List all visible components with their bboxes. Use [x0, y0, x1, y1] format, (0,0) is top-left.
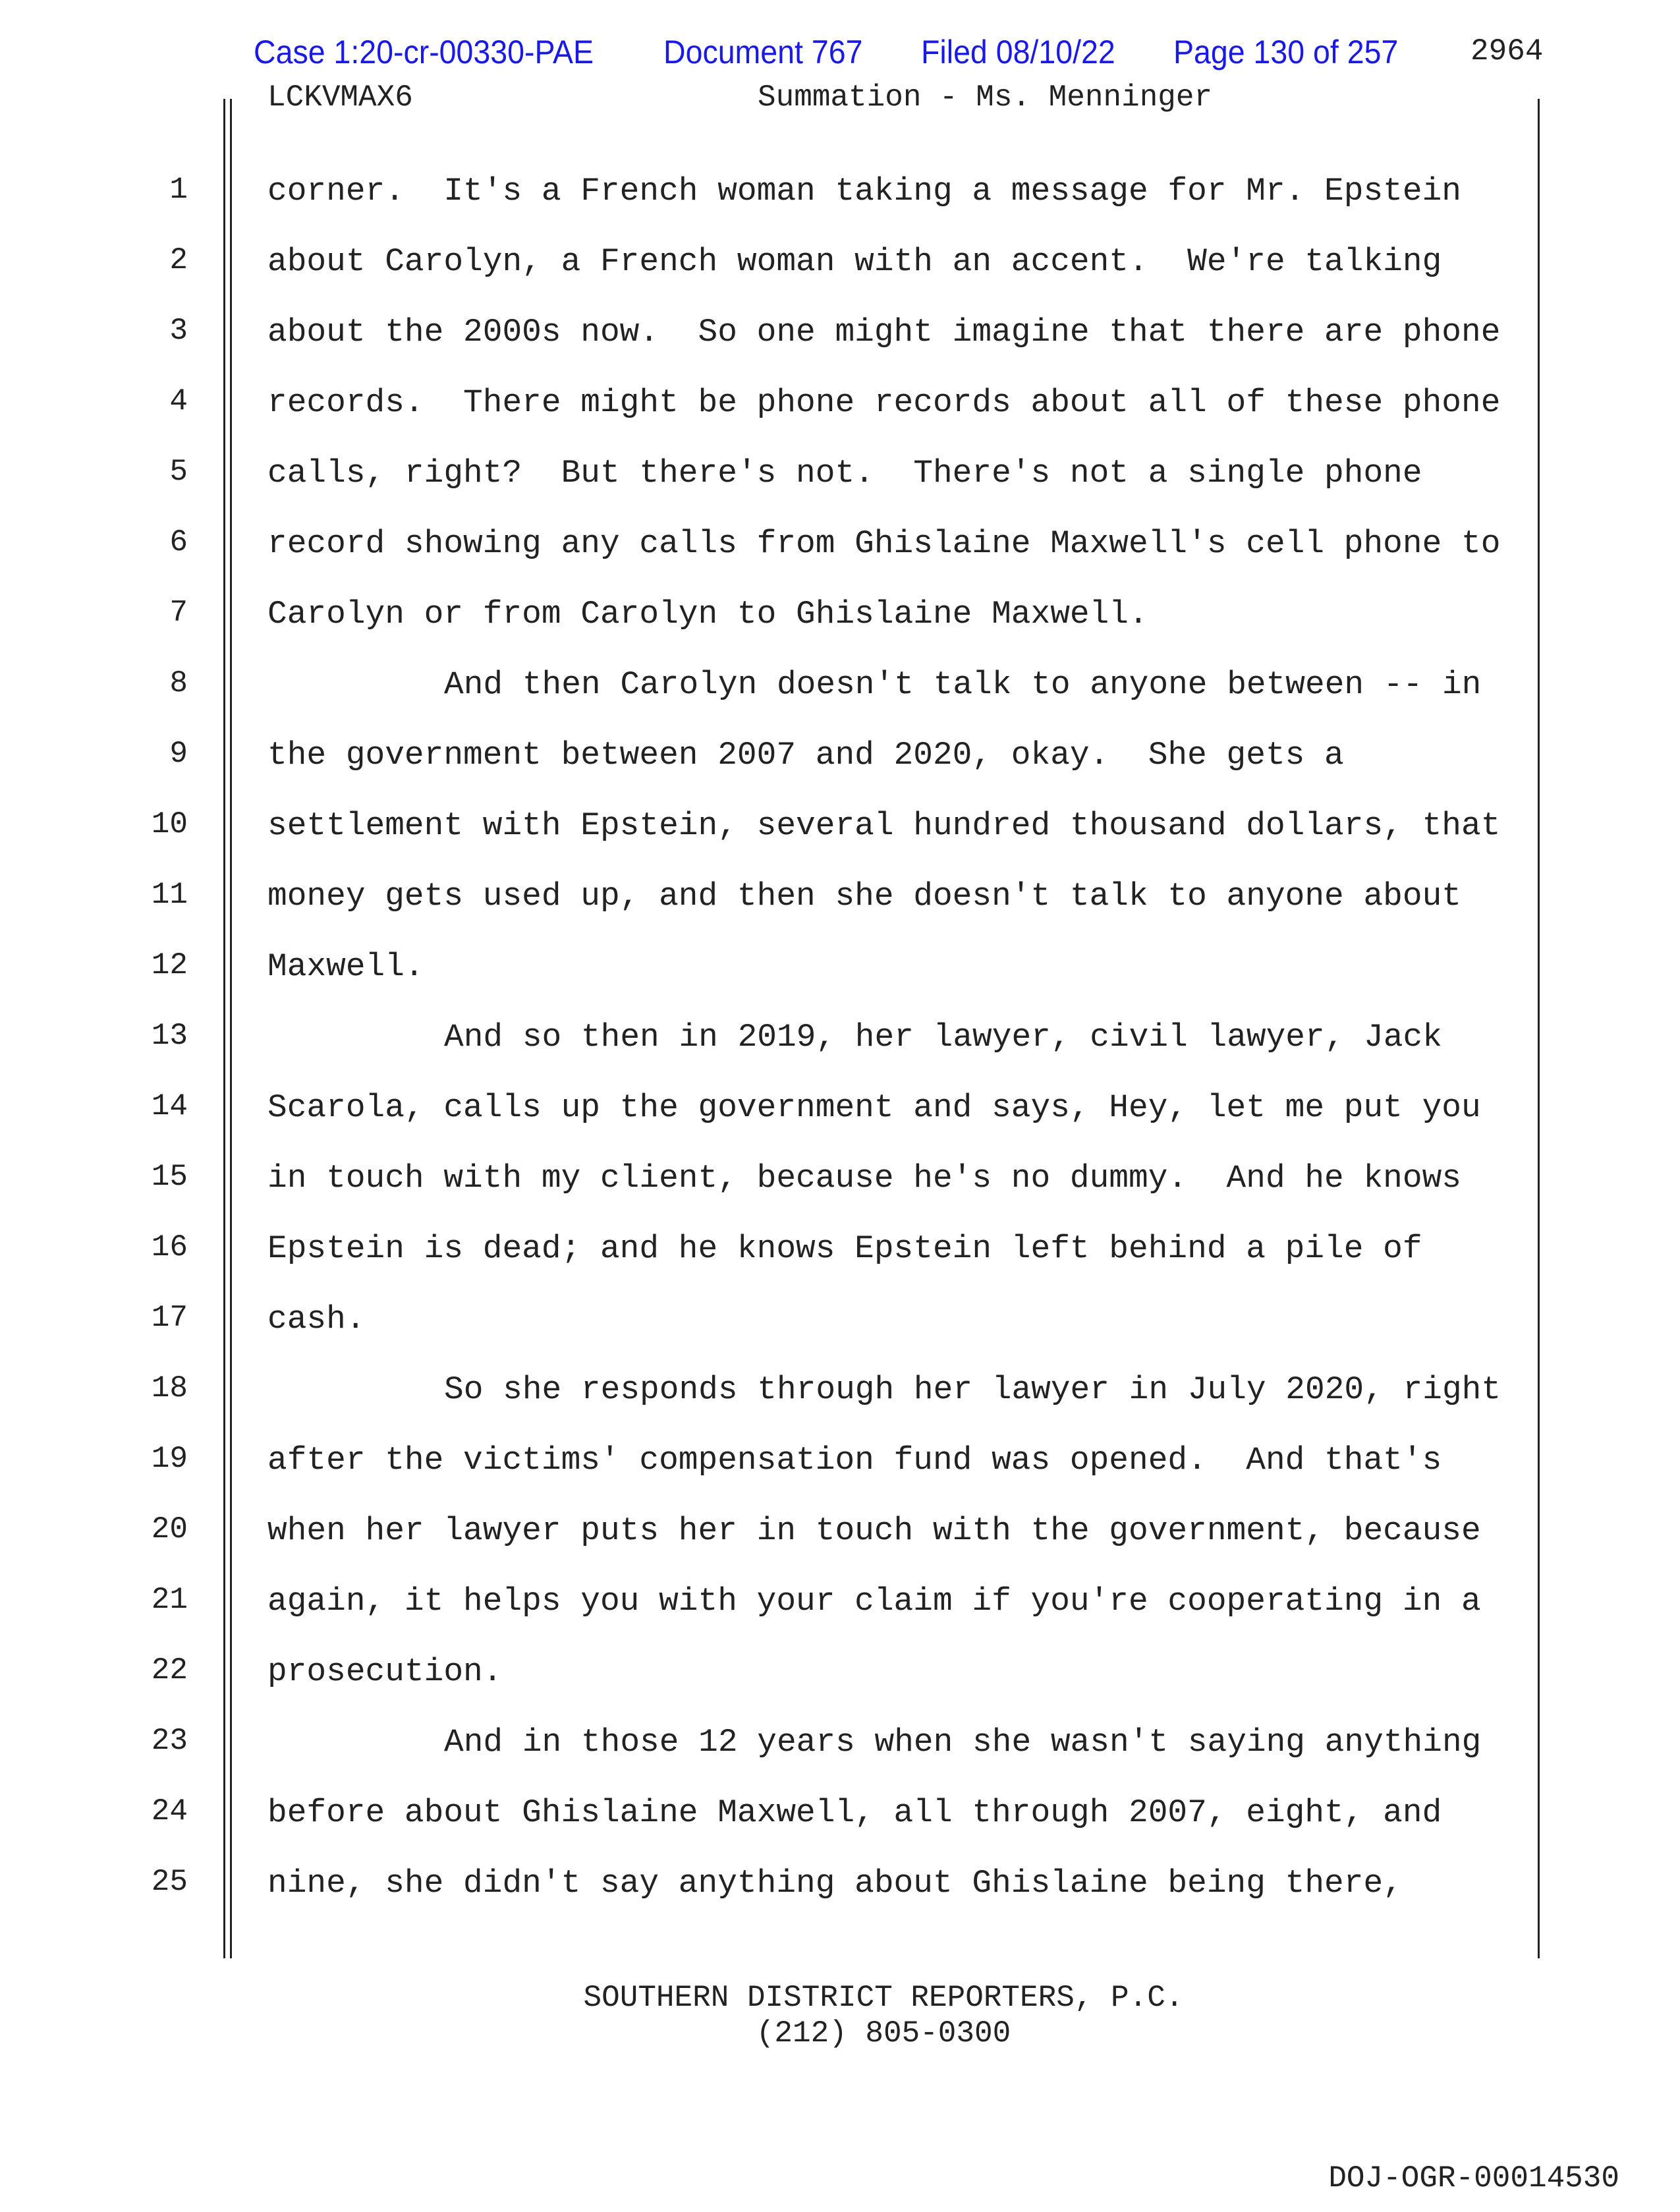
transcript-line: [0, 948, 1680, 1019]
line-text: prosecution.: [267, 1653, 503, 1690]
transcript-line: [0, 1089, 1680, 1160]
transcript-line: [0, 525, 1680, 596]
line-number: 24: [151, 1794, 188, 1829]
bates-number: DOJ-OGR-00014530: [1328, 2161, 1619, 2196]
header-code: LCKVMAX6: [267, 80, 413, 115]
line-text: about the 2000s now. So one might imagine that there are phone: [267, 314, 1501, 351]
header-title: Summation - Ms. Menninger: [758, 80, 1213, 115]
transcript-line: [0, 1512, 1680, 1583]
transcript-line: [0, 1583, 1680, 1653]
line-text: And then Carolyn doesn't talk to anyone between -- in: [444, 666, 1482, 703]
line-number: 5: [169, 455, 188, 489]
page-count-stamp: Page 130 of 257: [1173, 34, 1399, 71]
transcript-body: [0, 173, 1501, 1902]
transcript-line: [0, 1653, 1680, 1724]
line-text: records. There might be phone records about all of these phone: [267, 384, 1501, 421]
line-text: again, it helps you with your claim if you're cooperating in a: [267, 1583, 1481, 1620]
line-text: corner. It's a French woman taking a message for Mr. Epstein: [267, 173, 1461, 210]
line-text: about Carolyn, a French woman with an accent. We're talking: [267, 243, 1442, 280]
footer-reporter: SOUTHERN DISTRICT REPORTERS, P.C.: [583, 1981, 1184, 2015]
line-number: 17: [151, 1301, 188, 1335]
line-number: 12: [151, 948, 188, 982]
line-number: 22: [151, 1653, 188, 1687]
line-number: 16: [151, 1230, 188, 1264]
transcript-line: [0, 1442, 1680, 1512]
line-number: 25: [151, 1865, 188, 1899]
line-number: 10: [151, 807, 188, 841]
line-text: So she responds through her lawyer in July 2020, right: [444, 1371, 1501, 1408]
line-text: settlement with Epstein, several hundred thousand dollars, that: [267, 807, 1501, 844]
line-number: 2: [169, 243, 188, 277]
transcript-line: [0, 807, 1680, 878]
transcript-line: [0, 455, 1680, 525]
line-number: 6: [169, 525, 188, 559]
line-number: 18: [151, 1371, 188, 1405]
case-number-stamp: Case 1:20-cr-00330-PAE: [254, 34, 594, 71]
line-text: nine, she didn't say anything about Ghislaine being there,: [267, 1865, 1403, 1902]
line-text: money gets used up, and then she doesn't talk to anyone about: [267, 878, 1461, 915]
line-text: And in those 12 years when she wasn't saying anything: [444, 1724, 1482, 1761]
filed-date-stamp: Filed 08/10/22: [921, 34, 1115, 71]
transcript-line: [0, 314, 1680, 384]
transcript-line: [0, 596, 1680, 666]
line-text: calls, right? But there's not. There's not a single phone: [267, 455, 1422, 492]
transcript-line: [0, 878, 1680, 948]
transcript-line: [0, 1230, 1680, 1301]
line-text: the government between 2007 and 2020, okay. She gets a: [267, 737, 1344, 774]
line-text: before about Ghislaine Maxwell, all through 2007, eight, and: [267, 1794, 1442, 1831]
line-number: 15: [151, 1160, 188, 1194]
line-number: 20: [151, 1512, 188, 1546]
line-number: 7: [169, 596, 188, 630]
transcript-line: [0, 243, 1680, 314]
line-number: 4: [169, 384, 188, 418]
transcript-page-number: 2964: [1470, 34, 1544, 69]
line-number: 23: [151, 1724, 188, 1758]
line-text: cash.: [267, 1301, 366, 1338]
transcript-line: [0, 173, 1680, 243]
line-number: 3: [169, 314, 188, 348]
transcript-line: [0, 1371, 1680, 1442]
line-number: 13: [151, 1019, 188, 1053]
line-number: 1: [169, 173, 188, 207]
transcript-line: [0, 1019, 1680, 1089]
transcript-line: [0, 737, 1680, 807]
line-text: when her lawyer puts her in touch with the government, because: [267, 1512, 1481, 1549]
line-text: Epstein is dead; and he knows Epstein left behind a pile of: [267, 1230, 1422, 1267]
transcript-line: [0, 666, 1680, 737]
line-number: 21: [151, 1583, 188, 1617]
line-text: record showing any calls from Ghislaine Maxwell's cell phone to: [267, 525, 1501, 562]
transcript-line: [0, 1724, 1680, 1794]
line-text: Maxwell.: [267, 948, 424, 985]
line-number: 11: [151, 878, 188, 912]
line-text: after the victims' compensation fund was opened. And that's: [267, 1442, 1442, 1479]
transcript-line: [0, 1865, 1680, 1935]
transcript-line: [0, 384, 1680, 455]
line-number: 19: [151, 1442, 188, 1476]
line-text: Scarola, calls up the government and says, Hey, let me put you: [267, 1089, 1481, 1126]
transcript-line: [0, 1301, 1680, 1371]
line-text: in touch with my client, because he's no dummy. And he knows: [267, 1160, 1461, 1197]
transcript-line: [0, 1160, 1680, 1230]
line-text: And so then in 2019, her lawyer, civil lawyer, Jack: [444, 1019, 1442, 1056]
line-number: 14: [151, 1089, 188, 1123]
footer-phone: (212) 805-0300: [756, 2016, 1011, 2051]
document-number-stamp: Document 767: [663, 34, 863, 71]
line-text: Carolyn or from Carolyn to Ghislaine Maxwell.: [267, 596, 1148, 633]
transcript-line: [0, 1794, 1680, 1865]
line-number: 8: [169, 666, 188, 700]
line-number: 9: [169, 737, 188, 771]
